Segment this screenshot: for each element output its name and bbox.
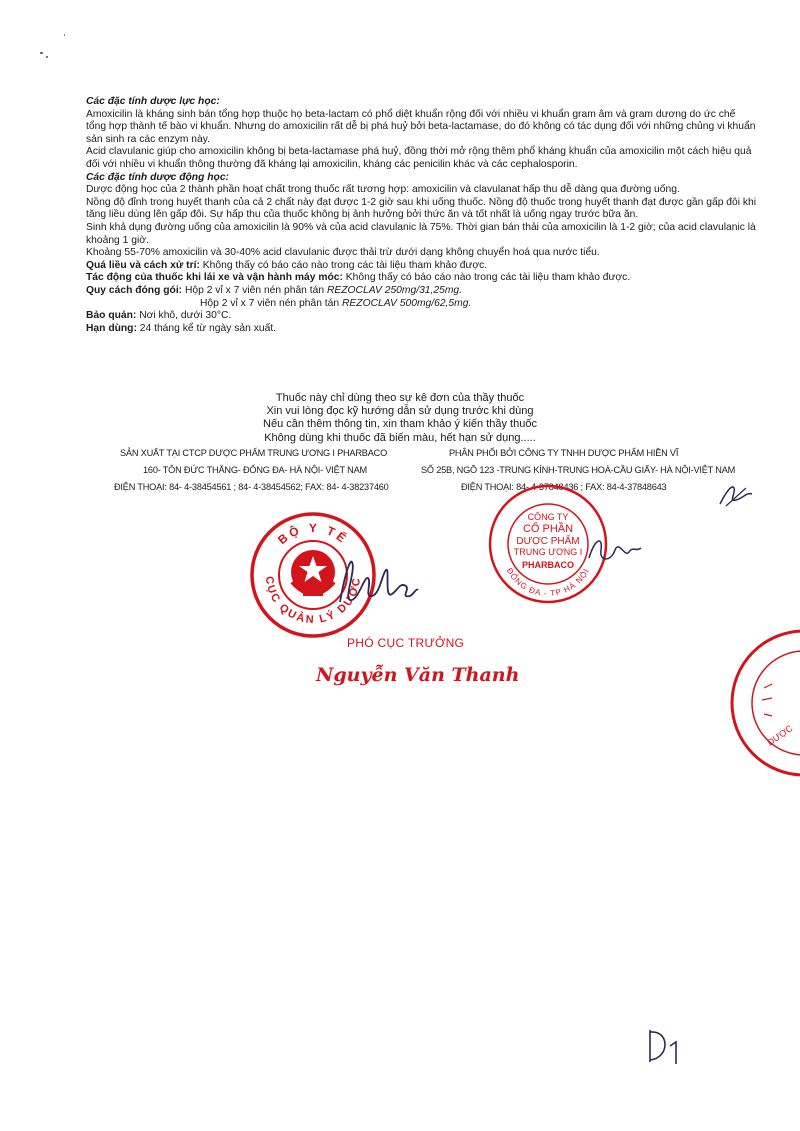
- packaging-text-2: Hộp 2 vỉ x 7 viên nén phân tán: [200, 297, 342, 309]
- driving-text: Không thấy có báo cáo nào trong các tài liệu tham khảo được.: [342, 272, 631, 284]
- signatory-name: Nguyễn Văn Thanh: [316, 664, 520, 686]
- shelf-life-text: 24 tháng kể từ ngày sản xuất.: [136, 322, 277, 334]
- company-stamp-ring-text: ĐỐNG ĐA - TP HÀ NỘI: [504, 566, 592, 599]
- packaging-line-2: [86, 298, 758, 311]
- distributor-signature: [585, 528, 645, 578]
- national-emblem-icon: [291, 550, 335, 596]
- edge-stamp-text: DƯỢC: [765, 723, 795, 748]
- shelf-life-label: Hạn dùng:: [86, 322, 137, 334]
- pharmacokinetics-paragraph-4: Khoảng 55-70% amoxicilin và 30-40% acid clavulanic được thải trừ dưới dạng không chuyển hoá qua nước tiểu.: [86, 247, 600, 259]
- scan-speck: [64, 34, 65, 36]
- scan-speck: [46, 56, 48, 58]
- edge-stamp: [712, 628, 800, 778]
- manufacturer-line-1: SẢN XUẤT TẠI CTCP DƯỢC PHẨM TRUNG ƯƠNG I PHARBACO: [120, 448, 388, 458]
- signature-scribble: [330, 548, 420, 618]
- pharmacokinetics-paragraph-2: Nồng độ đỉnh trong huyết thanh của cả 2 chất này đạt được 1-2 giờ sau khi uống thuốc. Nồng độ thuốc trong huyết thanh đạt được gần gấp đôi khi tăng liều dùng lên gấp đôi. Sự hấp thu của thuốc không bị ảnh hưởng bởi thức ăn và tốt nhất là uống ngay trước bữa ăn.: [86, 196, 757, 221]
- manufacturer-line-3: ĐIỆN THOẠI: 84- 4-38454561 ; 84- 4-38454562; FAX: 84- 4-38237460: [114, 482, 389, 493]
- pharmacodynamics-heading: Các đặc tính dược lực học:: [86, 96, 220, 107]
- initials-mark: [716, 478, 756, 514]
- driving-line: [86, 272, 758, 285]
- storage-label: Bảo quản:: [86, 310, 137, 322]
- company-stamp-line-2: CỔ PHẦN: [522, 523, 574, 535]
- overdose-label: Quá liều và cách xử trí:: [86, 259, 200, 271]
- notice-line-1: Thuốc này chỉ dùng theo sự kê đơn của thầy thuốc: [275, 392, 525, 404]
- manufacturer-line-2: 160- TÔN ĐỨC THẮNG- ĐỐNG ĐA- HÀ NỘI- VIỆT NAM: [143, 465, 367, 476]
- notice-line-2: Xin vui lòng đọc kỹ hướng dẫn sử dụng trước khi dùng: [266, 405, 534, 418]
- packaging-line-1: [86, 285, 758, 298]
- company-stamp-line-5: PHARBACO: [521, 560, 575, 570]
- packaging-product-1: REZOCLAV 250mg/31,25mg.: [326, 284, 463, 296]
- pharmacodynamics-paragraph-2: Acid clavulanic giúp cho amoxicilin không bị beta-lactamase phá huỷ, đồng thời mở rộng thêm phổ kháng khuẩn của amoxicilin một cách hiệu quả đối với nhiều vi khuẩn thông thường đã kháng lại amoxicilin, kháng các penicilin khác và các cephalosporin.: [86, 146, 752, 170]
- storage-line: [86, 310, 758, 323]
- manufacturer-info: [114, 445, 420, 497]
- distributor-line-1: PHÂN PHỐI BỞI CÔNG TY TNHH DƯỢC PHẨM HIỀN VĨ: [449, 448, 679, 458]
- company-stamp-line-1: CÔNG TY: [527, 512, 569, 522]
- notice-line-4: Không dùng khi thuốc đã biến màu, hết hạn sử dụng.....: [264, 431, 536, 444]
- scan-speck: [40, 52, 43, 54]
- distributor-line-2: SỐ 25B, NGÕ 123 -TRUNG KÍNH-TRUNG HOÀ-CẦU GIẤY- HÀ NỘI-VIỆT NAM: [421, 465, 736, 476]
- ministry-stamp-bottom-text: CỤC QUẢN LÝ DƯỢC: [262, 575, 364, 627]
- pharmacodynamics-paragraph-1: Amoxicilin là kháng sinh bán tổng hợp thuộc họ beta-lactam có phổ diệt khuẩn rộng đối với nhiều vi khuẩn gram âm và gram dương do ức chế tổng hợp thành tế bào vi khuẩn. Nhưng do amoxicilin rất dễ bị phá huỷ bởi beta-lactamase, do đó không có tác dụng đối với những chủng vi khuẩn sản sinh ra các enzym này.: [86, 108, 756, 145]
- document-body: [86, 96, 758, 335]
- packaging-label: Quy cách đóng gói:: [86, 284, 183, 296]
- notice-line-3: Nếu cần thêm thông tin, xin tham khảo ý kiến thầy thuốc: [263, 418, 537, 431]
- driving-label: Tác động của thuốc khi lái xe và vận hành máy móc:: [86, 272, 343, 284]
- usage-notice: [0, 392, 800, 445]
- overdose-text: Không thấy có báo cáo nào trong các tài liệu tham khảo được.: [199, 259, 488, 271]
- packaging-product-2: REZOCLAV 500mg/62,5mg.: [341, 297, 472, 309]
- signatory-title: PHÓ CỤC TRƯỞNG: [347, 636, 465, 650]
- storage-text: Nơi khô, dưới 30°C.: [136, 310, 232, 322]
- packaging-text-1: Hộp 2 vỉ x 7 viên nén phân tán: [182, 284, 327, 296]
- shelf-life-line: [86, 323, 758, 336]
- distributor-line-3: ĐIỆN THOẠI: 84- 4-37848436 ; FAX: 84-4-37848643: [461, 482, 667, 493]
- company-stamp-line-4: TRUNG ƯƠNG I: [513, 547, 583, 557]
- pharmacokinetics-paragraph-3: Sinh khả dụng đường uống của amoxicilin là 90% và của acid clavulanic là 75%. Thời gian bán thải của amoxicilin là 1-2 giờ; của acid clavulanic là khoảng 1 giờ.: [86, 221, 756, 246]
- company-stamp-line-3: DƯỢC PHẨM: [516, 536, 580, 547]
- pharmacokinetics-heading: Các đặc tính dược động học:: [86, 171, 229, 183]
- overdose-line: [86, 260, 758, 273]
- ministry-stamp-top-text: BỘ Y TẾ: [275, 520, 351, 548]
- page-mark: [640, 1022, 690, 1072]
- pharmacokinetics-paragraph-1: Dược động học của 2 thành phần hoạt chất trong thuốc rất tương hợp: amoxicilin và clavulanat hấp thu dễ dàng qua đường uống.: [86, 184, 680, 196]
